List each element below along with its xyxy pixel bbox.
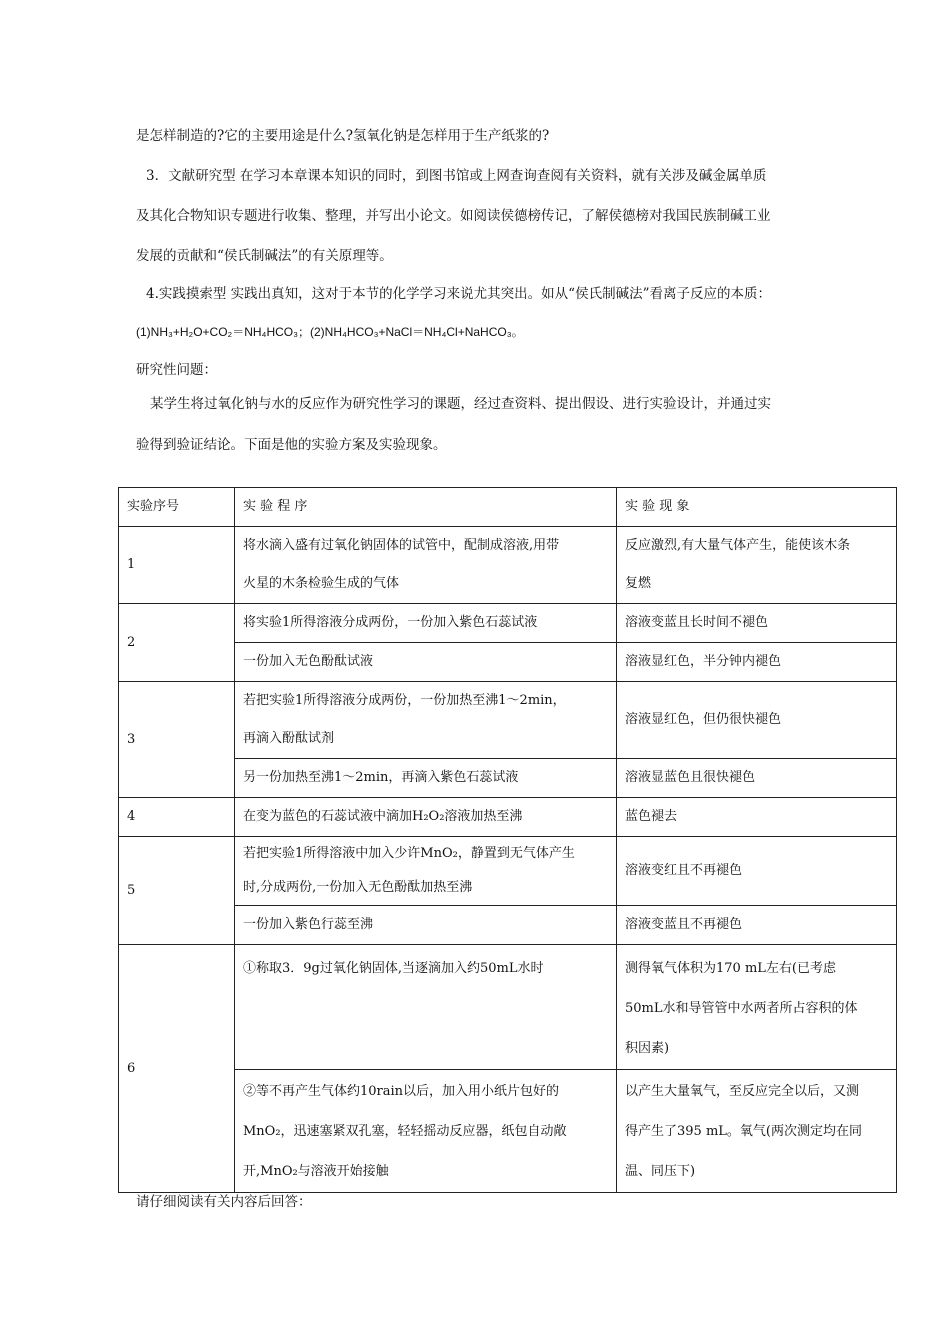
procedure-cell (235, 945, 617, 1070)
phenomenon-cell (617, 643, 897, 682)
phenomenon-cell (617, 604, 897, 643)
phenomenon-line: 得产生了395 mL。氧气(两次测定均在同 (625, 1124, 862, 1139)
phenomenon-line: 50mL水和导管管中水两者所占容积的体 (625, 1001, 858, 1016)
table-row (119, 604, 897, 643)
phenomenon-line: 溶液显红色，半分钟内褪色 (625, 654, 782, 669)
procedure-cell (235, 643, 617, 682)
experiment-table (118, 487, 897, 1193)
phenomenon-line: 复燃 (625, 576, 652, 591)
header-phenomenon: 实 验 现 象 (617, 488, 897, 527)
table-row (119, 643, 897, 682)
table-row (119, 798, 897, 837)
phenomenon-line: 蓝色褪去 (625, 809, 678, 824)
procedure-line: 时,分成两份,一份加入无色酚酞加热至沸 (243, 880, 473, 895)
paragraph-line-1: 是怎样制造的?它的主要用途是什么?氢氧化钠是怎样用于生产纸浆的? (136, 128, 550, 144)
procedure-line: ②等不再产生气体约10rain以后，加入用小纸片包好的 (243, 1084, 560, 1099)
table-row (119, 682, 897, 759)
phenomenon-line: 积因素) (625, 1041, 670, 1056)
phenomenon-cell (617, 682, 897, 759)
procedure-cell (235, 837, 617, 906)
procedure-line: ①称取3．9g过氧化钠固体,当逐滴加入约50mL水时 (243, 961, 544, 976)
header-procedure: 实 验 程 序 (235, 488, 617, 527)
procedure-cell (235, 759, 617, 798)
table-header-row (119, 488, 897, 527)
procedure-line: MnO₂，迅速塞紧双孔塞，轻轻摇动反应器，纸包自动敞 (243, 1124, 567, 1139)
item4-line-1: 4.实践摸索型 实践出真知，这对于本节的化学学习来说尤其突出。如从“侯氏制碱法”看离子反应的本质： (146, 286, 771, 302)
phenomenon-line: 溶液变蓝且不再褪色 (625, 917, 743, 932)
phenomenon-cell (617, 945, 897, 1070)
table-row (119, 759, 897, 798)
procedure-line: 将实验1所得溶液分成两份，一份加入紫色石蕊试液 (243, 615, 538, 630)
phenomenon-cell (617, 1070, 897, 1193)
procedure-line: 再滴入酚酞试剂 (243, 731, 335, 746)
intro-line-1: 某学生将过氧化钠与水的反应作为研究性学习的课题，经过查资料、提出假设、进行实验设计，并通过实 (150, 396, 771, 412)
procedure-cell (235, 906, 617, 945)
procedure-cell (235, 1070, 617, 1193)
phenomenon-cell (617, 759, 897, 798)
procedure-cell (235, 682, 617, 759)
header-seq: 实验序号 (119, 488, 235, 527)
procedure-line: 将水滴入盛有过氧化钠固体的试管中，配制成溶液,用带 (243, 538, 560, 553)
phenomenon-line: 溶液变蓝且长时间不褪色 (625, 615, 769, 630)
table-row (119, 837, 897, 906)
table-row (119, 527, 897, 604)
phenomenon-cell (617, 798, 897, 837)
table-row (119, 1070, 897, 1193)
row-seq: 3 (119, 682, 235, 798)
procedure-line: 火星的木条检验生成的气体 (243, 576, 400, 591)
table-row (119, 945, 897, 1070)
phenomenon-cell (617, 906, 897, 945)
research-title: 研究性问题： (136, 362, 217, 378)
phenomenon-line: 溶液显蓝色且很快褪色 (625, 770, 756, 785)
item3-line-1: 3．文献研究型 在学习本章课本知识的同时，到图书馆或上网查询查阅有关资料，就有关涉及碱金属单质 (146, 168, 767, 184)
row-seq: 6 (119, 945, 235, 1193)
phenomenon-line: 反应激烈,有大量气体产生，能使该木条 (625, 538, 851, 553)
intro-line-2: 验得到验证结论。下面是他的实验方案及实验现象。 (136, 437, 447, 453)
procedure-line: 若把实验1所得溶液中加入少许MnO₂，静置到无气体产生 (243, 846, 575, 861)
procedure-cell (235, 798, 617, 837)
item3-line-3: 发展的贡献和“侯氏制碱法”的有关原理等。 (136, 248, 393, 264)
phenomenon-cell (617, 837, 897, 906)
item3-line-2: 及其化合物知识专题进行收集、整理，并写出小论文。如阅读侯德榜传记，了解侯德榜对我国民族制碱工业 (136, 208, 771, 224)
procedure-line: 另一份加热至沸1～2min，再滴入紫色石蕊试液 (243, 770, 519, 785)
phenomenon-cell (617, 527, 897, 604)
row-seq: 2 (119, 604, 235, 682)
closing-prompt: 请仔细阅读有关内容后回答： (136, 1194, 312, 1210)
phenomenon-line: 溶液显红色，但仍很快褪色 (625, 712, 782, 727)
phenomenon-line: 以产生大量氧气，至反应完全以后，又测 (625, 1084, 860, 1099)
reaction-equations: (1)NH₃+H₂O+CO₂＝NH₄HCO₃；(2)NH₄HCO₃+NaCl＝NH₄Cl+NaHCO₃。 (136, 325, 524, 339)
procedure-line: 一份加入无色酚酞试液 (243, 654, 374, 669)
procedure-line: 开,MnO₂与溶液开始接触 (243, 1164, 389, 1179)
row-seq: 4 (119, 798, 235, 837)
row-seq: 5 (119, 837, 235, 945)
procedure-line: 在变为蓝色的石蕊试液中滴加H₂O₂溶液加热至沸 (243, 809, 523, 824)
phenomenon-line: 测得氧气体积为170 mL左右(已考虑 (625, 961, 836, 976)
procedure-line: 若把实验1所得溶液分成两份，一份加热至沸1～2min， (243, 693, 566, 708)
table-row (119, 906, 897, 945)
procedure-cell (235, 527, 617, 604)
procedure-cell (235, 604, 617, 643)
phenomenon-line: 温、同压下) (625, 1164, 696, 1179)
phenomenon-line: 溶液变红且不再褪色 (625, 863, 743, 878)
procedure-line: 一份加入紫色行蕊至沸 (243, 917, 374, 932)
row-seq: 1 (119, 527, 235, 604)
